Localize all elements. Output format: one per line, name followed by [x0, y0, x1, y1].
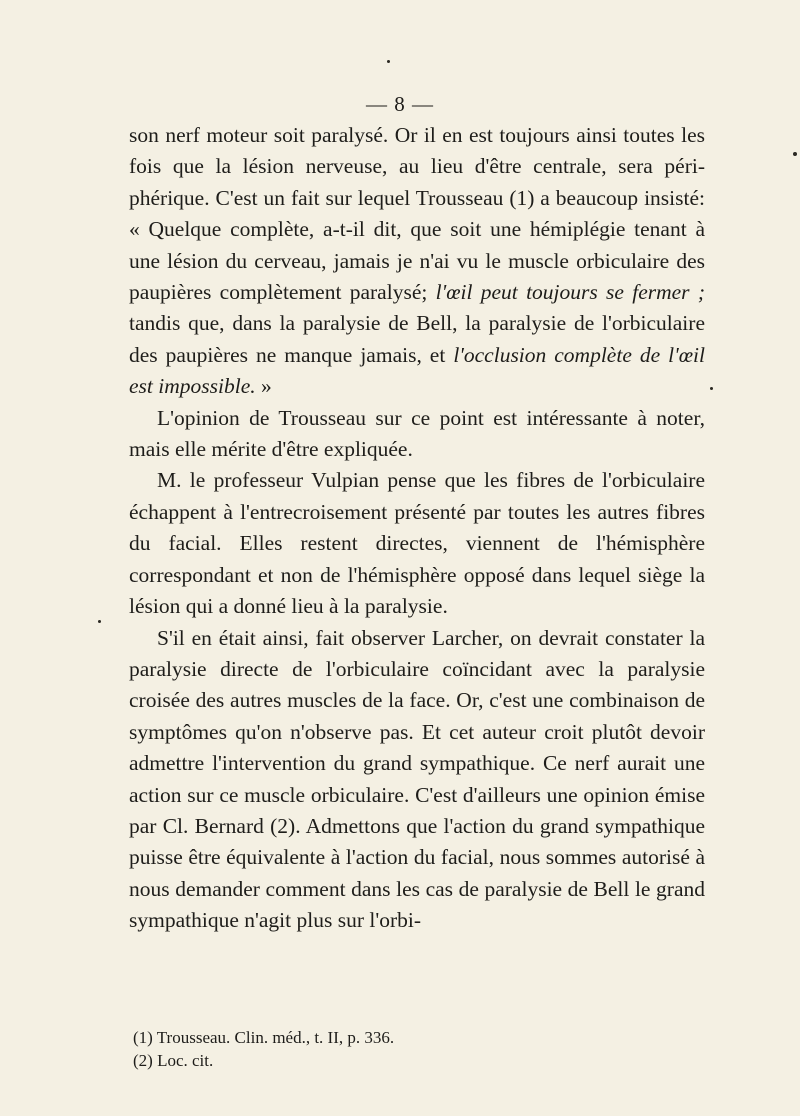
paragraph-1: [129, 120, 705, 403]
paragraph-3: M. le professeur Vulpian pense que les fibres de l'orbiculaire échappent à l'entrecroisement présenté par toutes les autres fibres du facial. Elles restent directes, viennent de l'hémisphère correspondant et non de l'hémisphère opposé dans lequel siège la lésion qui a donné lieu à la paralysie.: [129, 468, 705, 619]
p1-italic-a: l'œil peut toujours se fermer ;: [435, 280, 705, 305]
body-text: [129, 120, 705, 937]
paragraph-4: S'il en était ainsi, fait observer Larcher, on devrait constater la paralysie directe de l'orbiculaire coïncidant avec la paralysie croisée des autres muscles de la face. Or, c'est une combinaison de symptômes qu'on n'observe pas. Et cet auteur croit plutôt devoir admettre l'intervention du grand sympathique. Ce nerf aurait une action sur ce muscle orbiculaire. C'est d'ailleurs une opinion émise par Cl. Bernard (2). Admettons que l'action du grand sympathique puisse être équivalente à l'action du facial, nous sommes autorisé à nous demander comment dans les cas de paralysie de Bell le grand sympathique n'agit plus sur l'orbi-: [129, 625, 705, 933]
footnote-2: (2) Loc. cit.: [133, 1051, 214, 1070]
paper-speck: [98, 620, 101, 623]
paper-speck: [387, 60, 390, 63]
paper-speck: [793, 152, 797, 156]
footnote-1: (1) Trousseau. Clin. méd., t. II, p. 336.: [133, 1028, 395, 1047]
paragraph-2: L'opinion de Trousseau sur ce point est intéressante à noter, mais elle mérite d'être expliquée.: [129, 405, 705, 462]
page-number: — 8 —: [366, 92, 434, 116]
p1-text-a: son nerf moteur soit paralysé. Or il en est toujours ainsi toutes les fois que la lésion nerveuse, au lieu d'être centrale, sera périphérique. C'est un fait sur lequel Trousseau (1) a beaucoup insisté: « Quelque complète, a-t-il dit, que soit une hémiplégie tenant à une lésion du cerveau, jamais je n'ai vu le muscle orbiculaire des paupières complètement paralysé;: [129, 123, 705, 305]
p1-italic-b: l'occlusion complète de l'œil est impossible.: [129, 342, 705, 399]
paper-speck: [710, 387, 713, 390]
p1-text-b: tandis que, dans la paralysie de Bell, la paralysie de l'orbiculaire des paupières ne manque jamais, et: [129, 311, 705, 367]
footnotes: [129, 1026, 705, 1072]
p1-text-c: »: [255, 374, 272, 399]
